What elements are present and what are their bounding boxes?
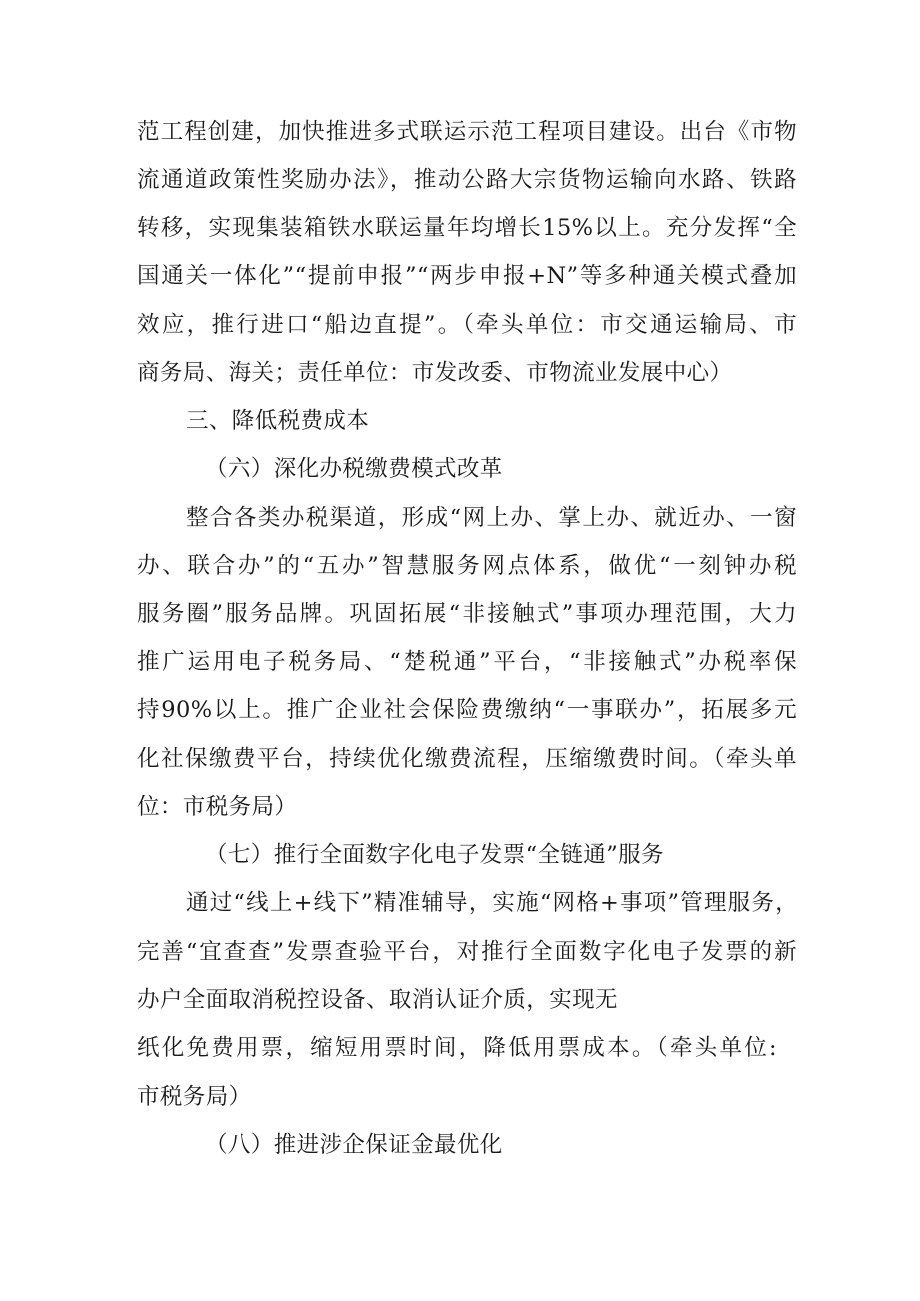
paragraph-line: 推广运用电子税务局、“楚税通”平台，“非接触式”办税率保 [137,649,797,675]
paragraph-line: 流通道政策性奖励办法》，推动公路大宗货物运输向水路、铁路 [137,167,797,193]
subsection-heading: （八）推进涉企保证金最优化 [205,1132,503,1158]
paragraph-line: 服务圈”服务品牌。巩固拓展“非接触式”事项办理范围，大力 [137,601,797,627]
paragraph-line: 持90%以上。推广企业社会保险费缴纳“一事联办”，拓展多元 [137,697,797,723]
paragraph-line: 办户全面取消税控设备、取消认证介质，实现无 [137,987,618,1013]
paragraph-line: 市税务局） [137,1084,252,1110]
paragraph-line: 化社保缴费平台，持续优化缴费流程，压缩缴费时间。（牵头单 [137,746,797,772]
paragraph-line: 完善“宜查查”发票查验平台，对推行全面数字化电子发票的新 [137,939,797,965]
paragraph-line: 国通关一体化”“提前申报”“两步申报+N”等多种通关模式叠加 [137,263,797,289]
section-heading: 三、降低税费成本 [186,408,370,434]
paragraph-line: 效应，推行进口“船边直提”。（牵头单位：市交通运输局、市 [137,312,797,338]
paragraph-line: 整合各类办税渠道，形成“网上办、掌上办、就近办、一窗 [186,505,797,531]
paragraph-line: 办、联合办”的“五办”智慧服务网点体系，做优“一刻钟办税 [137,553,797,579]
subsection-heading: （六）深化办税缴费模式改革 [205,456,503,482]
subsection-heading: （七）推行全面数字化电子发票“全链通”服务 [205,842,664,868]
paragraph-line: 位：市税务局） [137,794,298,820]
paragraph-line: 纸化免费用票，缩短用票时间，降低用票成本。（牵头单位: [137,1035,777,1061]
paragraph-line: 通过“线上+线下”精准辅导，实施“网格+事项”管理服务， [186,890,798,916]
paragraph-line: 范工程创建，加快推进多式联运示范工程项目建设。出台《市物 [137,119,797,145]
paragraph-line: 转移，实现集装箱铁水联运量年均增长15%以上。充分发挥“全 [137,215,797,241]
paragraph-line: 商务局、海关；责任单位：市发改委、市物流业发展中心） [137,360,733,386]
